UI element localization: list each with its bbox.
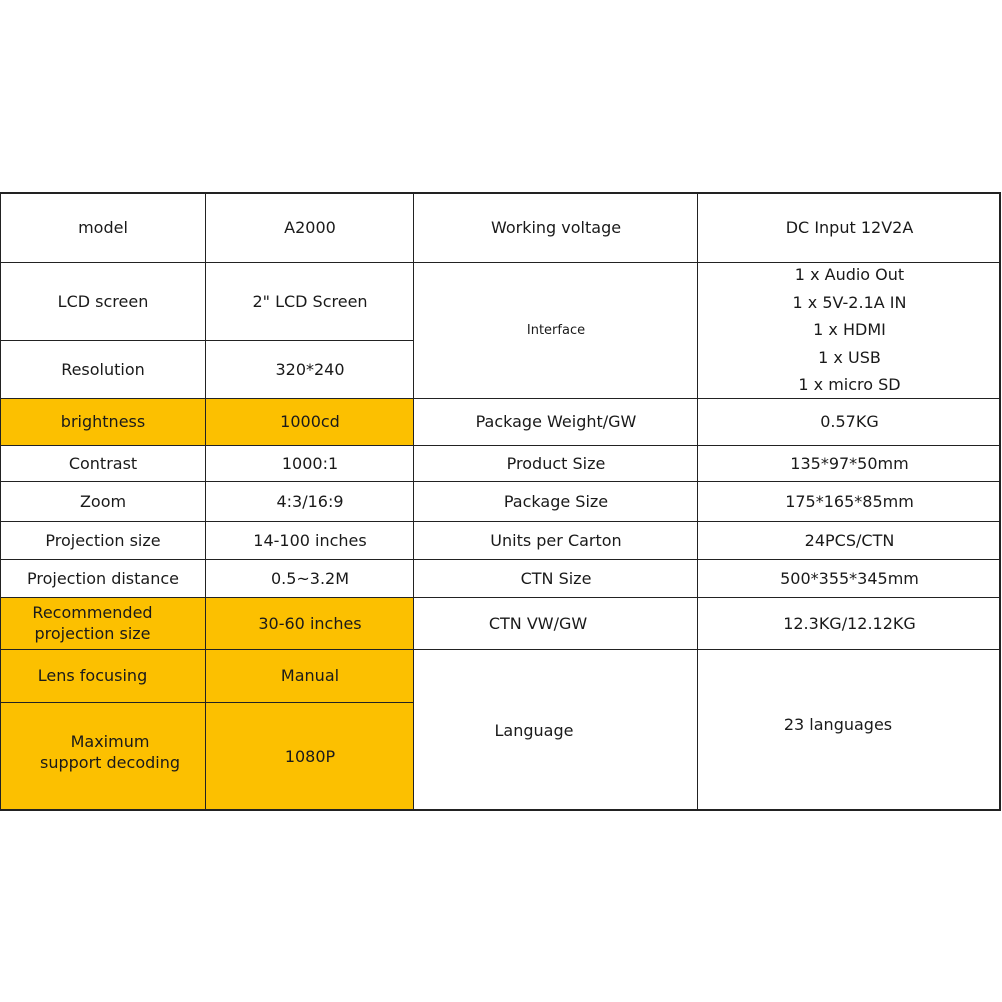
ctn-weight-value: 12.3KG/12.12KG [783, 613, 916, 633]
recommended-label-line1: Recommended [32, 603, 153, 622]
package-weight-value: 0.57KG [820, 412, 879, 431]
max-decoding-label-line1: Maximum [70, 732, 150, 751]
interface-item: 1 x 5V-2.1A IN [792, 292, 907, 312]
projection-distance-value: 0.5~3.2M [270, 568, 350, 588]
model-label: model [78, 217, 128, 237]
row-divider [0, 559, 1001, 560]
lens-focusing-value: Manual [280, 666, 340, 685]
spec-table [0, 192, 1001, 811]
projection-distance-label: Projection distance [27, 568, 179, 588]
model-value: A2000 [284, 217, 336, 237]
lcd-screen-value: 2" LCD Screen [252, 291, 368, 311]
column-divider [205, 192, 206, 811]
zoom-value: 4:3/16:9 [276, 491, 344, 511]
projection-size-value: 14-100 inches [253, 530, 367, 550]
interface-item: 1 x USB [818, 347, 881, 367]
package-size-value: 175*165*85mm [785, 491, 914, 511]
ctn-size-label: CTN Size [520, 568, 592, 588]
projection-size-label: Projection size [45, 530, 161, 550]
recommended-projection-size-value: 30-60 inches [258, 613, 362, 633]
units-per-carton-label: Units per Carton [490, 530, 622, 550]
product-size-label: Product Size [506, 453, 606, 473]
border-right [999, 192, 1001, 811]
border-bottom [0, 809, 1001, 811]
column-divider [697, 192, 698, 811]
row-divider [0, 262, 1001, 263]
brightness-value: 1000cd [280, 412, 340, 431]
working-voltage-label: Working voltage [490, 217, 622, 237]
contrast-label: Contrast [68, 453, 138, 473]
max-decoding-label-line2: support decoding [40, 753, 180, 772]
recommended-label-line2: projection size [34, 624, 151, 643]
language-label: Language [494, 720, 574, 740]
package-weight-label: Package Weight/GW [475, 412, 637, 431]
border-top [0, 192, 1001, 194]
language-value: 23 languages [783, 714, 893, 734]
row-divider [0, 597, 1001, 598]
resolution-value: 320*240 [275, 359, 345, 379]
interface-values [698, 262, 1001, 398]
max-decoding-value: 1080P [284, 747, 336, 766]
row-divider [0, 340, 414, 341]
resolution-label: Resolution [61, 359, 145, 379]
interface-item: 1 x HDMI [813, 320, 886, 340]
row-divider [0, 398, 1001, 399]
lens-focusing-label: Lens focusing [37, 666, 148, 685]
row-divider [0, 702, 414, 703]
row-divider [0, 649, 1001, 650]
ctn-size-value: 500*355*345mm [780, 568, 919, 588]
column-divider [413, 192, 414, 811]
border-left [0, 192, 1, 811]
zoom-label: Zoom [79, 491, 127, 511]
interface-item: 1 x micro SD [798, 375, 901, 395]
contrast-value: 1000:1 [281, 453, 339, 473]
brightness-label: brightness [60, 412, 146, 431]
package-size-label: Package Size [503, 491, 609, 511]
row-divider [0, 445, 1001, 446]
units-per-carton-value: 24PCS/CTN [804, 530, 895, 550]
recommended-projection-size-label [0, 597, 185, 649]
row-divider [0, 521, 1001, 522]
interface-label: Interface [526, 322, 586, 338]
lcd-screen-label: LCD screen [57, 291, 149, 311]
product-size-value: 135*97*50mm [790, 453, 909, 473]
working-voltage-value: DC Input 12V2A [785, 217, 914, 237]
row-divider [0, 481, 1001, 482]
max-decoding-label [0, 702, 220, 802]
interface-item: 1 x Audio Out [794, 265, 905, 285]
ctn-weight-label: CTN VW/GW [488, 613, 588, 633]
